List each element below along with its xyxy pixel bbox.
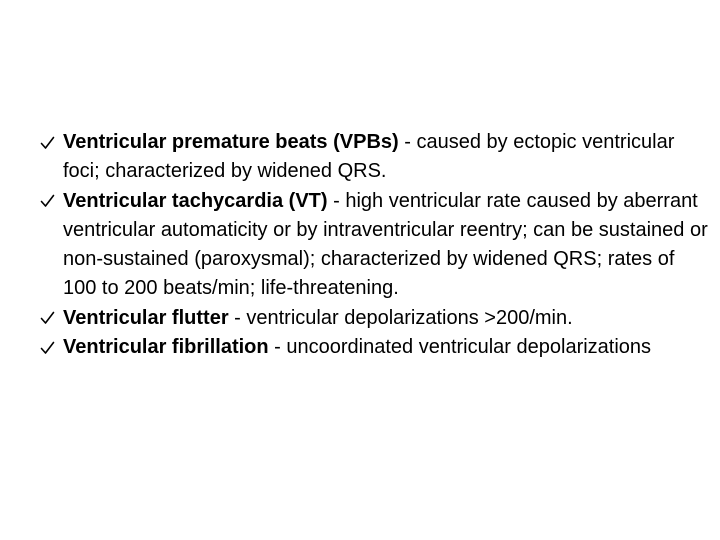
checkmark-icon	[40, 128, 58, 157]
list-item	[40, 128, 712, 187]
list-item	[40, 333, 712, 362]
bullet-list	[40, 128, 712, 362]
checkmark-icon	[40, 187, 58, 216]
checkmark-icon	[40, 333, 58, 362]
arrhythmia-description: - ventricular depolarizations >200/min.	[228, 306, 573, 329]
arrhythmia-term: Ventricular premature beats (VPBs)	[63, 131, 399, 153]
list-item	[40, 187, 712, 304]
checkmark-icon	[40, 304, 58, 333]
arrhythmia-description: - caused by ectopic ventricular foci; characterized by widened QRS.	[63, 131, 675, 183]
arrhythmia-description: - high ventricular rate caused by aberrant ventricular automaticity or by intraventricular reentry; can be sustained or non-sustained (paroxysmal); characterized by widened QRS; rates of 100 to 200 beats/min; life-threatening.	[63, 189, 708, 300]
arrhythmia-term: Ventricular flutter	[63, 306, 229, 329]
arrhythmia-term: Ventricular tachycardia (VT)	[63, 189, 328, 212]
arrhythmia-description: - uncoordinated ventricular depolarizations	[268, 336, 652, 359]
list-item	[40, 304, 712, 333]
arrhythmia-term: Ventricular fibrillation	[63, 336, 269, 359]
